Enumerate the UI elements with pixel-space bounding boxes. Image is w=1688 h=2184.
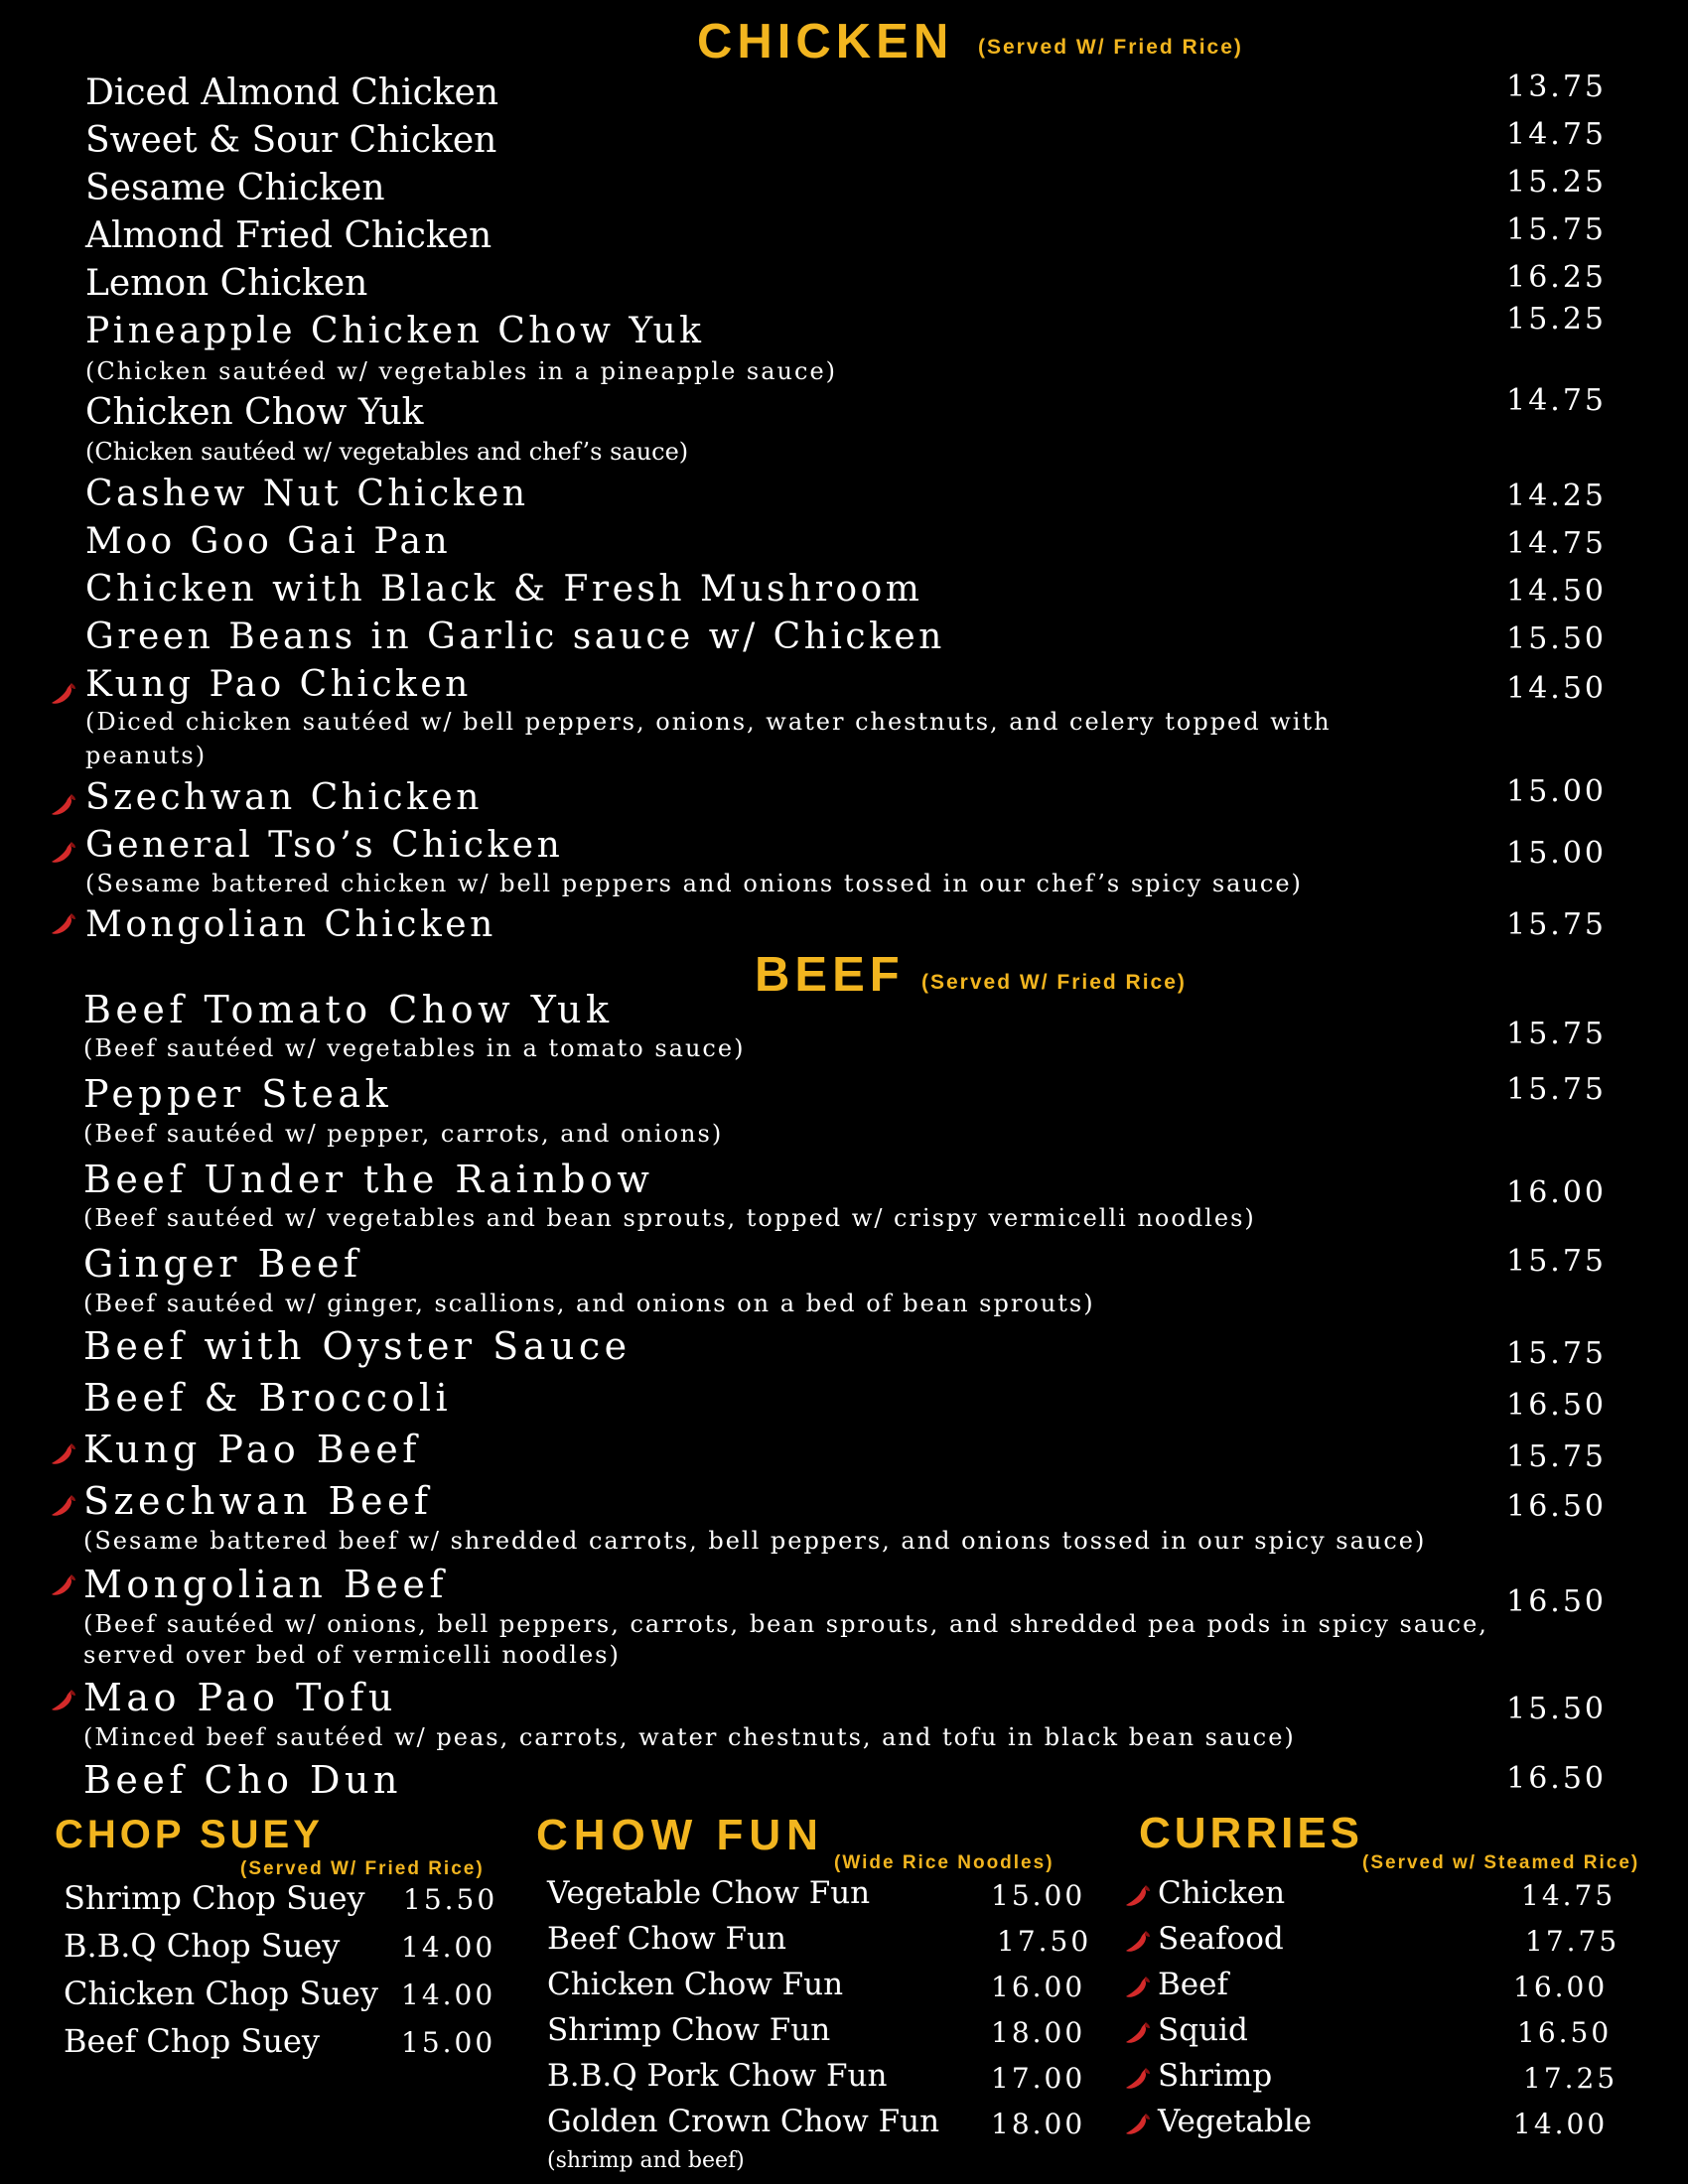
item-price: 15.25 [1506, 302, 1607, 337]
item-price: 15.00 [1506, 774, 1607, 809]
curry-item-price: 17.75 [1525, 1925, 1620, 1958]
chicken-subtitle: (Served W/ Fried Rice) [978, 36, 1243, 59]
chow-fun-item-price: 17.00 [991, 2062, 1086, 2095]
item-price: 15.75 [1506, 1439, 1607, 1474]
curry-item-name: Vegetable [1158, 2104, 1313, 2139]
item-price: 14.75 [1506, 117, 1607, 152]
chow-fun-item-price: 15.00 [991, 1879, 1086, 1912]
chop-suey-item-name: Shrimp Chop Suey [64, 1879, 365, 1917]
item-price: 14.50 [1506, 671, 1607, 706]
chow-fun-item-name: Shrimp Chow Fun [547, 2012, 831, 2048]
item-name: Pineapple Chicken Chow Yuk [85, 311, 705, 351]
item-price: 14.75 [1506, 526, 1607, 561]
curries-title: CURRIES [1139, 1809, 1364, 1857]
chili-pepper-icon [50, 1688, 77, 1713]
chow-fun-item-name: Golden Crown Chow Fun [547, 2104, 940, 2139]
curries-subtitle: (Served w/ Steamed Rice) [1362, 1852, 1640, 1873]
item-price: 13.75 [1506, 69, 1607, 104]
item-name: Kung Pao Chicken [85, 664, 472, 705]
item-price: 14.25 [1506, 478, 1607, 513]
item-price: 15.75 [1506, 212, 1607, 247]
chili-pepper-icon [1124, 1929, 1152, 1955]
chili-pepper-icon [1124, 2066, 1152, 2092]
item-name: Mao Pao Tofu [83, 1676, 397, 1719]
item-name: Cashew Nut Chicken [85, 474, 529, 514]
item-price: 16.50 [1506, 1489, 1607, 1524]
item-description: (Beef sautéed w/ vegetables in a tomato sauce) [83, 1034, 746, 1062]
chop-suey-item-price: 15.00 [401, 2026, 496, 2059]
item-name: Kung Pao Beef [83, 1428, 421, 1471]
item-name: Mongolian Beef [83, 1563, 448, 1606]
item-name: Almond Fried Chicken [85, 215, 492, 256]
item-name: Beef Cho Dun [83, 1758, 402, 1802]
curry-item-price: 16.00 [1513, 1971, 1609, 2003]
beef-title: BEEF [755, 948, 905, 1002]
item-name: Beef & Broccoli [83, 1376, 453, 1420]
curry-item-name: Shrimp [1158, 2058, 1273, 2094]
item-description: (Beef sautéed w/ ginger, scallions, and onions on a bed of bean sprouts) [83, 1290, 1095, 1317]
item-name: Moo Goo Gai Pan [85, 521, 452, 562]
item-name: Chicken Chow Yuk [85, 392, 424, 433]
item-price: 14.75 [1506, 383, 1607, 418]
item-price: 15.25 [1506, 165, 1607, 200]
item-price: 16.50 [1506, 1761, 1607, 1796]
item-name: Beef with Oyster Sauce [83, 1324, 632, 1368]
chow-fun-subtitle: (Wide Rice Noodles) [834, 1852, 1055, 1873]
item-description: (Chicken sautéed w/ vegetables and chef’s sauce) [85, 438, 689, 466]
item-price: 15.75 [1506, 1017, 1607, 1051]
curry-item-price: 16.50 [1517, 2016, 1613, 2049]
chop-suey-item-price: 15.50 [403, 1883, 498, 1916]
item-name: Green Beans in Garlic sauce w/ Chicken [85, 616, 945, 657]
chow-fun-item-price: 18.00 [991, 2016, 1086, 2049]
chop-suey-item-price: 14.00 [401, 1979, 496, 2011]
item-name: Mongolian Chicken [85, 904, 496, 945]
curry-item-price: 14.00 [1513, 2108, 1609, 2140]
chow-fun-item-price: 18.00 [991, 2108, 1086, 2140]
item-name: Beef Under the Rainbow [83, 1158, 654, 1201]
curry-item-name: Beef [1158, 1967, 1228, 2002]
item-price: 16.25 [1506, 260, 1607, 295]
item-description-line-2: peanuts) [85, 742, 208, 769]
item-description: (Beef sautéed w/ vegetables and bean sprouts, topped w/ crispy vermicelli noodles) [83, 1204, 1256, 1232]
chili-pepper-icon [50, 1572, 77, 1598]
item-price: 14.50 [1506, 574, 1607, 609]
item-price: 16.50 [1506, 1584, 1607, 1619]
curry-item-price: 14.75 [1521, 1879, 1617, 1912]
item-price: 15.75 [1506, 907, 1607, 942]
item-description: (Beef sautéed w/ pepper, carrots, and onions) [83, 1120, 724, 1148]
item-name: Pepper Steak [83, 1072, 393, 1116]
item-price: 15.75 [1506, 1072, 1607, 1107]
curry-item-price: 17.25 [1523, 2062, 1618, 2095]
item-description: (Minced beef sautéed w/ peas, carrots, water chestnuts, and tofu in black bean sauce) [83, 1723, 1296, 1751]
item-description-line-2: served over bed of vermicelli noodles) [83, 1641, 621, 1669]
chop-suey-subtitle: (Served W/ Fried Rice) [240, 1858, 485, 1879]
chop-suey-item-name: Chicken Chop Suey [64, 1975, 378, 2012]
chili-pepper-icon [1124, 1975, 1152, 2000]
item-description: (Sesame battered chicken w/ bell peppers and onions tossed in our chef’s spicy sauce) [85, 870, 1303, 897]
curry-item-name: Chicken [1158, 1875, 1286, 1911]
item-name: Sesame Chicken [85, 168, 385, 208]
item-name: Ginger Beef [83, 1242, 362, 1286]
chow-fun-item-name: B.B.Q Pork Chow Fun [547, 2058, 888, 2094]
item-name: Chicken with Black & Fresh Mushroom [85, 569, 923, 610]
beef-subtitle: (Served W/ Fried Rice) [921, 971, 1187, 994]
item-name: Beef Tomato Chow Yuk [83, 988, 614, 1031]
item-name: Sweet & Sour Chicken [85, 120, 497, 161]
chow-fun-item-name: Beef Chow Fun [547, 1921, 786, 1957]
chili-pepper-icon [1124, 1883, 1152, 1909]
chili-pepper-icon [50, 681, 77, 707]
chicken-title: CHICKEN [697, 15, 954, 68]
item-description: (Beef sautéed w/ onions, bell peppers, carrots, bean sprouts, and shredded pea pods in spicy sauce, [83, 1610, 1488, 1638]
chow-fun-item-price: 16.00 [991, 1971, 1086, 2003]
chow-fun-item-name: Vegetable Chow Fun [547, 1875, 871, 1911]
item-description: (Chicken sautéed w/ vegetables in a pineapple sauce) [85, 357, 838, 385]
item-description: (Sesame battered beef w/ shredded carrots, bell peppers, and onions tossed in our spicy sauce) [83, 1527, 1427, 1555]
item-name: Szechwan Beef [83, 1479, 433, 1523]
chili-pepper-icon [50, 1441, 77, 1467]
chop-suey-title: CHOP SUEY [55, 1813, 324, 1856]
item-price: 16.50 [1506, 1388, 1607, 1423]
item-name: General Tso’s Chicken [85, 825, 564, 866]
item-price: 15.50 [1506, 621, 1607, 656]
chop-suey-item-price: 14.00 [401, 1931, 496, 1964]
chop-suey-item-name: Beef Chop Suey [64, 2022, 320, 2060]
item-description: (Diced chicken sautéed w/ bell peppers, onions, water chestnuts, and celery topped with [85, 708, 1332, 736]
item-price: 16.00 [1506, 1175, 1607, 1210]
item-price: 15.75 [1506, 1244, 1607, 1279]
chow-fun-title: CHOW FUN [536, 1811, 824, 1859]
item-name: Lemon Chicken [85, 263, 368, 304]
item-price: 15.75 [1506, 1336, 1607, 1371]
curry-item-name: Seafood [1158, 1921, 1284, 1957]
chili-pepper-icon [1124, 2020, 1152, 2046]
chop-suey-item-name: B.B.Q Chop Suey [64, 1927, 341, 1965]
chow-fun-note: (shrimp and beef) [547, 2148, 745, 2173]
item-price: 15.00 [1506, 836, 1607, 871]
chili-pepper-icon [50, 911, 77, 937]
chow-fun-item-name: Chicken Chow Fun [547, 1967, 844, 2002]
item-price: 15.50 [1506, 1692, 1607, 1726]
item-name: Diced Almond Chicken [85, 72, 499, 113]
chow-fun-item-price: 17.50 [997, 1925, 1092, 1958]
chili-pepper-icon [1124, 2112, 1152, 2137]
curry-item-name: Squid [1158, 2012, 1248, 2048]
chili-pepper-icon [50, 840, 77, 866]
chili-pepper-icon [50, 792, 77, 818]
chili-pepper-icon [50, 1493, 77, 1519]
item-name: Szechwan Chicken [85, 777, 483, 818]
